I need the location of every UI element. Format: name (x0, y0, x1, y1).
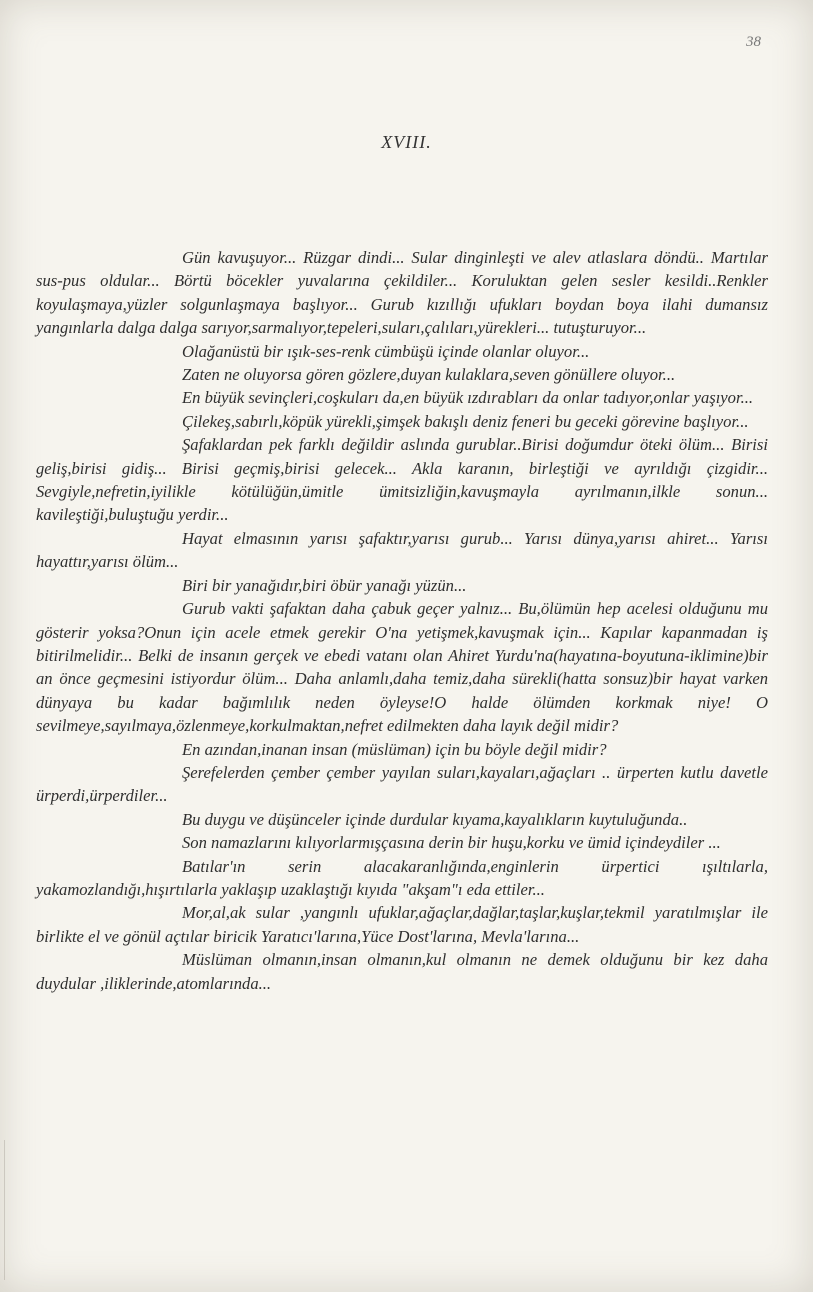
paragraph: Müslüman olmanın,insan olmanın,kul olmanın ne demek olduğunu bir kez daha duydular ,iliklerinde,atomlarında... (36, 950, 768, 993)
paragraph: Mor,al,ak sular ,yangınlı ufuklar,ağaçlar,dağlar,taşlar,kuşlar,tekmil yaratılmışlar ile birlikte el ve gönül açtılar biricik Yaratıcı'larına,Yüce Dost'larına, Mevla'larına... (36, 903, 768, 946)
paragraph: En azından,inanan insan (müslüman) için bu böyle değil midir? (182, 739, 607, 759)
paragraph: Olağanüstü bir ışık-ses-renk cümbüşü içinde olanlar oluyor... (182, 341, 590, 361)
paragraph: En büyük sevinçleri,coşkuları da,en büyük ızdırabları da onlar tadıyor,onlar yaşıyor... (182, 388, 754, 408)
body-text (36, 246, 768, 995)
paragraph: Şafaklardan pek farklı değildir aslında gurublar..Birisi doğumdur öteki ölüm... Birisi geliş,birisi gidiş... Birisi geçmiş,birisi gelecek... Akla karanın, birleştiği ve ayrıldığı çizgidir... Sevgiyle,nefretin,iyilikle kötülüğün,ümitle ümitsizliğin,kavuşmayla ayrılmanın,ilkle sonun... kavileştiği,buluştuğu yerdir... (36, 435, 768, 525)
paragraph: Bu duygu ve düşünceler içinde durdular kıyama,kayalıkların kuytuluğunda.. (182, 809, 688, 829)
paragraph: Hayat elmasının yarısı şafaktır,yarısı gurub... Yarısı dünya,yarısı ahiret... Yarısı hayattır,yarısı ölüm... (36, 528, 768, 572)
page-number: 38 (746, 34, 761, 50)
margin-mark (4, 1140, 19, 1280)
chapter-heading: XVIII. (381, 132, 432, 152)
paragraph: Gün kavuşuyor... Rüzgar dindi... Sular dinginleşti ve alev atlaslara döndü.. Martılar sus-pus oldular... Börtü böcekler yuvalarına çekildiler... Koruluktan gelen sesler kesildi..Renkler koyulaşmaya,yüzler solgunlaşmaya başlıyor... Gurub kızıllığı ufukları boydan boya ilahi dumansız yangınlarla dalga dalga sarıyor,sarmalıyor,tepeleri,suları,çalıları,yürekleri... tutuşturuyor... (36, 248, 768, 338)
paragraph: Şerefelerden çember çember yayılan suları,kayaları,ağaçları .. ürperten kutlu davetle ürperdi,ürperdiler... (36, 762, 768, 806)
paragraph: Çilekeş,sabırlı,köpük yürekli,şimşek bakışlı deniz feneri bu geceki görevine başlıyor... (182, 411, 749, 431)
paragraph: Son namazlarını kılıyorlarmışçasına derin bir huşu,korku ve ümid içindeydiler ... (182, 833, 721, 853)
paragraph: Biri bir yanağıdır,biri öbür yanağı yüzün... (182, 575, 467, 595)
paragraph: Batılar'ın serin alacakaranlığında,enginlerin ürpertici ışıltılarla, yakamozlandığı,hışırtılarla yaklaşıp uzaklaştığı kıyıda "akşam"ı eda ettiler... (36, 856, 768, 899)
paragraph: Zaten ne oluyorsa gören gözlere,duyan kulaklara,seven gönüllere oluyor... (182, 365, 676, 385)
paragraph: Gurub vakti şafaktan daha çabuk geçer yalnız... Bu,ölümün hep acelesi olduğunu mu gösterir yoksa?Onun için acele etmek gerekir O'na yetişmek,kavuşmak için... Kapılar kapanmadan iş bitirilmelidir... Belki de insanın gerçek ve ebedi vatanı olan Ahiret Yurdu'na(hayatına-boyutuna-iklimine)bir an önce geçmesini istiyordur ölüm... Daha anlamlı,daha temiz,daha sürekli(hatta sonsuz)bir hayat varken dünyaya bu kadar bağımlılık neden öyleyse!O halde ölümden korkmak niye! O sevilmeye,sayılmaya,özlenmeye,korkulmaktan,nefret edilmekten daha layık değil midir? (36, 599, 768, 736)
